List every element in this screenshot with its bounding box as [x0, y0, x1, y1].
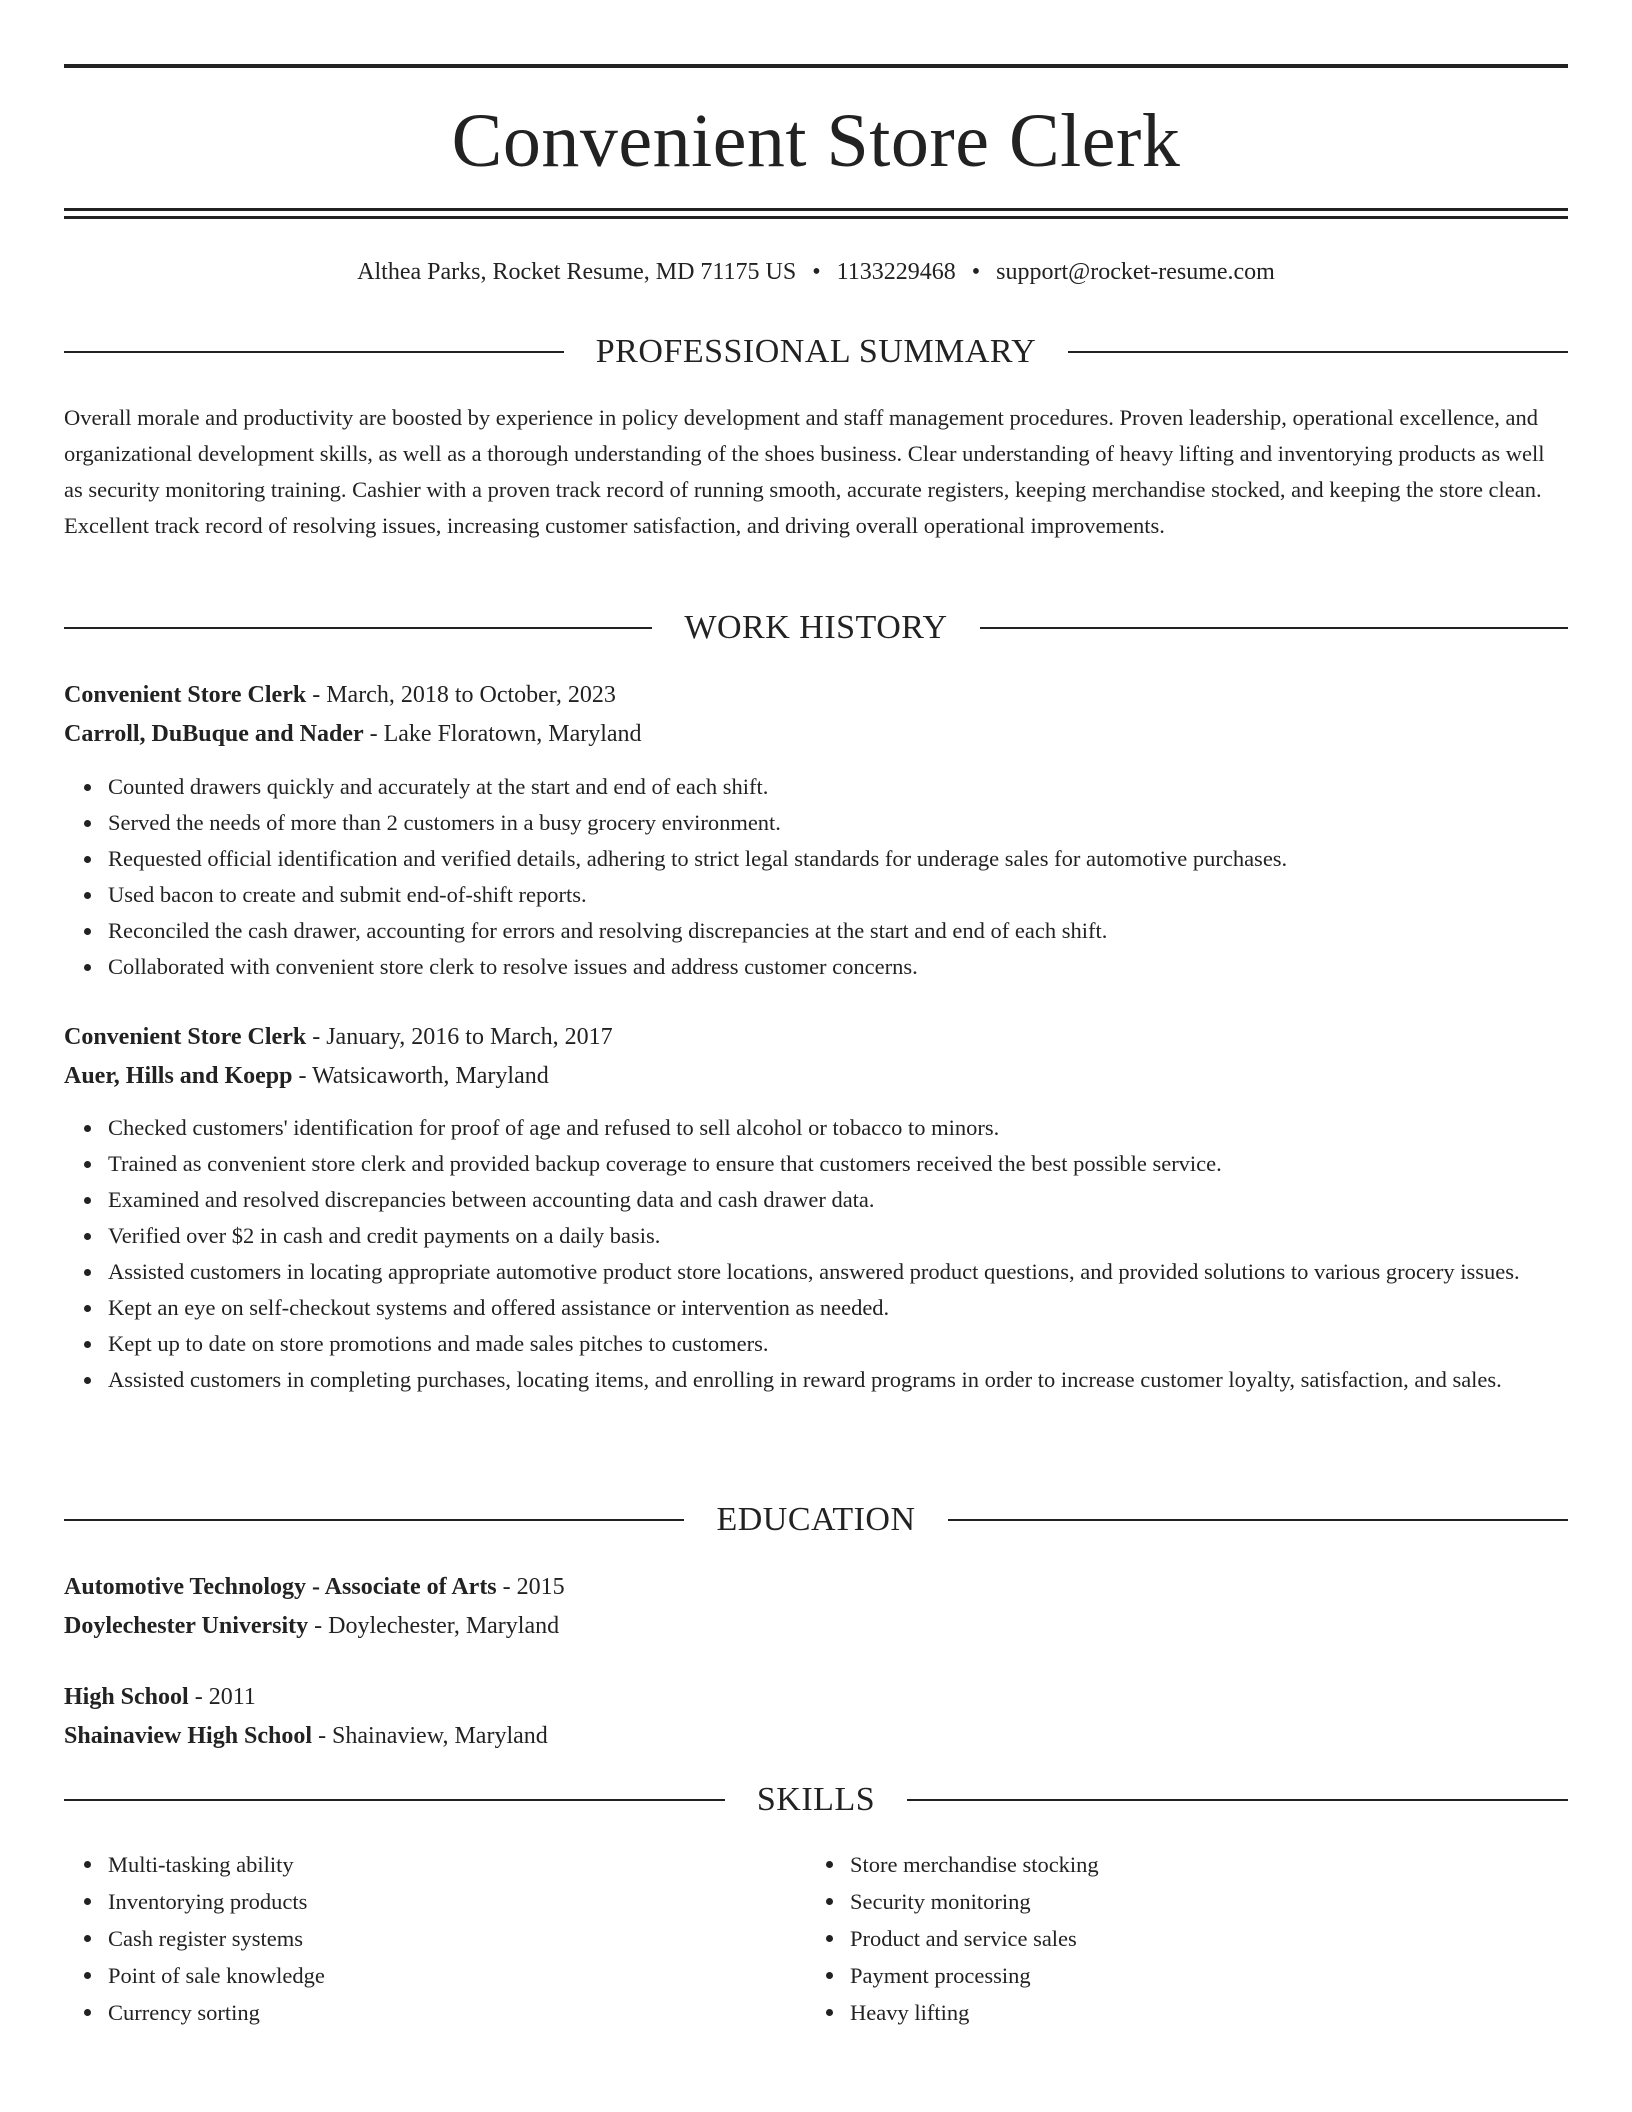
page-title: Convenient Store Clerk	[451, 99, 1181, 183]
list-item: Reconciled the cash drawer, accounting for errors and resolving discrepancies at the start and end of each shift.	[108, 913, 1612, 949]
heading-rule	[1068, 351, 1568, 353]
section-title: PROFESSIONAL SUMMARY	[595, 333, 1037, 370]
education-year: - 2011	[194, 1684, 256, 1710]
contact-separator: •	[971, 259, 981, 285]
top-rule	[64, 64, 1568, 68]
list-item: Requested official identification and verified details, adhering to strict legal standards for underage sales for automotive purchases.	[108, 841, 1612, 877]
job-bullet-list	[64, 769, 1612, 985]
education-school-line	[64, 1607, 1568, 1646]
heading-rule	[980, 627, 1568, 629]
summary-text: Overall morale and productivity are boosted by experience in policy development and staff management procedures. Proven leadership, operational excellence, and organizational development skills, as well as a thorough understanding of the shoes business. Clear understanding of heavy lifting and inventorying products as well as security monitoring training. Cashier with a proven track record of running smooth, accurate registers, keeping merchandise stocked, and keeping the store clean. Excellent track record of resolving issues, increasing customer satisfaction, and driving overall operational improvements.	[64, 405, 1545, 538]
list-item: Multi-tasking ability	[108, 1846, 808, 1883]
title-rule-upper	[64, 208, 1568, 211]
education-degree: High School	[64, 1684, 189, 1710]
heading-rule	[948, 1519, 1568, 1521]
contact-line	[64, 254, 1568, 290]
job-header	[64, 676, 1568, 754]
education-school: Shainaview High School	[64, 1723, 313, 1749]
contact-separator: •	[812, 259, 821, 285]
contact-phone: 1133229468	[836, 259, 956, 285]
heading-rule	[907, 1799, 1568, 1801]
education-degree-line	[64, 1568, 1568, 1607]
section-title: EDUCATION	[716, 1501, 916, 1538]
education-degree-line	[64, 1678, 1568, 1717]
list-item: Inventorying products	[108, 1883, 808, 1920]
job-location: - Watsicaworth, Maryland	[298, 1063, 549, 1089]
list-item: Cash register systems	[108, 1920, 808, 1957]
list-item: Assisted customers in locating appropriate automotive product store locations, answered product questions, and provided solutions to various grocery issues.	[108, 1254, 1612, 1290]
list-item: Store merchandise stocking	[850, 1846, 1550, 1883]
section-heading-summary	[64, 332, 1568, 372]
heading-rule	[64, 627, 652, 629]
list-item: Used bacon to create and submit end-of-shift reports.	[108, 877, 1612, 913]
job-title-line	[64, 1018, 1568, 1057]
list-item: Checked customers' identification for proof of age and refused to sell alcohol or tobacco to minors.	[108, 1110, 1612, 1146]
job-company-line	[64, 1057, 1568, 1096]
section-heading-work	[64, 608, 1568, 648]
job-company: Auer, Hills and Koepp	[64, 1063, 293, 1089]
list-item: Currency sorting	[108, 1994, 808, 2031]
job-company: Carroll, DuBuque and Nader	[64, 721, 364, 747]
list-item: Collaborated with convenient store clerk to resolve issues and address customer concerns.	[108, 949, 1612, 985]
education-entry	[64, 1568, 1568, 1646]
list-item: Heavy lifting	[850, 1994, 1550, 2031]
list-item: Product and service sales	[850, 1920, 1550, 1957]
list-item: Point of sale knowledge	[108, 1957, 808, 1994]
education-degree: Automotive Technology - Associate of Arts	[64, 1574, 497, 1600]
job-company-line	[64, 715, 1568, 754]
job-dates: - March, 2018 to October, 2023	[312, 682, 616, 708]
education-entry	[64, 1678, 1568, 1756]
list-item: Trained as convenient store clerk and provided backup coverage to ensure that customers received the best possible service.	[108, 1146, 1612, 1182]
job-dates: - January, 2016 to March, 2017	[312, 1024, 613, 1050]
section-heading-skills	[64, 1780, 1568, 1820]
list-item: Payment processing	[850, 1957, 1550, 1994]
title-rule-lower	[64, 216, 1568, 219]
job-bullet-list	[64, 1110, 1612, 1398]
section-title: WORK HISTORY	[684, 609, 948, 646]
skills-list-left	[64, 1846, 808, 2031]
contact-email: support@rocket-resume.com	[996, 259, 1275, 285]
heading-rule	[64, 1519, 684, 1521]
education-year: - 2015	[502, 1574, 565, 1600]
heading-rule	[64, 1799, 725, 1801]
list-item: Examined and resolved discrepancies between accounting data and cash drawer data.	[108, 1182, 1612, 1218]
list-item: Assisted customers in completing purchases, locating items, and enrolling in reward programs in order to increase customer loyalty, satisfaction, and sales.	[108, 1362, 1612, 1398]
contact-address: Althea Parks, Rocket Resume, MD 71175 US	[357, 259, 797, 285]
education-location: - Doylechester, Maryland	[314, 1613, 560, 1639]
education-school-line	[64, 1717, 1568, 1756]
job-header	[64, 1018, 1568, 1096]
job-title: Convenient Store Clerk	[64, 682, 307, 708]
list-item: Counted drawers quickly and accurately at the start and end of each shift.	[108, 769, 1612, 805]
list-item: Kept up to date on store promotions and made sales pitches to customers.	[108, 1326, 1612, 1362]
heading-rule	[64, 351, 564, 353]
education-school: Doylechester University	[64, 1613, 309, 1639]
list-item: Verified over $2 in cash and credit payments on a daily basis.	[108, 1218, 1612, 1254]
section-heading-education	[64, 1500, 1568, 1540]
education-location: - Shainaview, Maryland	[318, 1723, 548, 1749]
list-item: Served the needs of more than 2 customers in a busy grocery environment.	[108, 805, 1612, 841]
skills-list-right	[806, 1846, 1550, 2031]
job-location: - Lake Floratown, Maryland	[369, 721, 642, 747]
list-item: Security monitoring	[850, 1883, 1550, 1920]
job-title: Convenient Store Clerk	[64, 1024, 307, 1050]
job-title-line	[64, 676, 1568, 715]
section-title: SKILLS	[756, 1781, 876, 1818]
list-item: Kept an eye on self-checkout systems and offered assistance or intervention as needed.	[108, 1290, 1612, 1326]
